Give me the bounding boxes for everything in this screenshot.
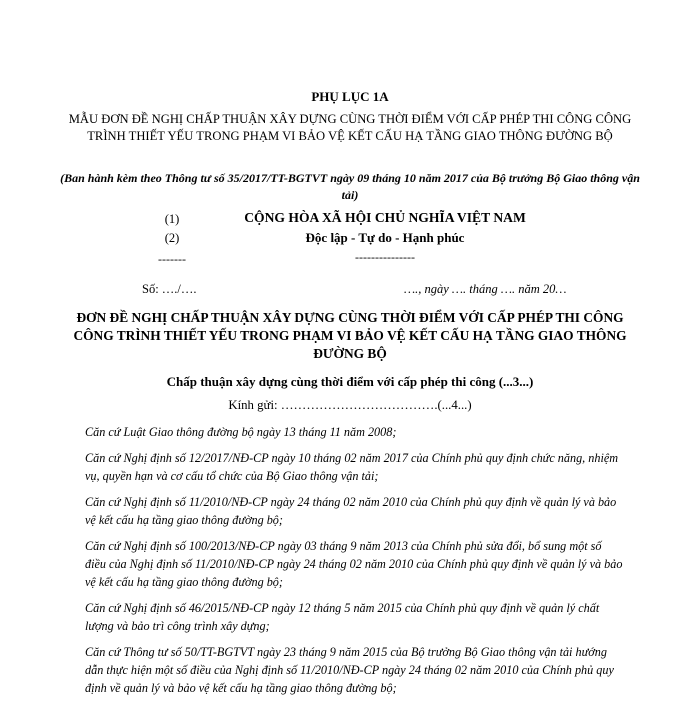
appendix-heading: PHỤ LỤC 1A <box>311 89 389 104</box>
place-date: …., ngày …. tháng …. năm 20… <box>404 282 567 296</box>
issuance-note: (Ban hành kèm theo Thông tư số 35/2017/TT-BGTVT ngày 09 tháng 10 năm 2017 của Bộ trưởng Bộ Giao thông vận tải) <box>60 171 640 202</box>
legal-basis-item: Căn cứ Thông tư số 50/TT-BGTVT ngày 23 tháng 9 năm 2015 của Bộ trưởng Bộ Giao thông vận tải hướng dẫn thực hiện một số điều của Nghị định số 11/2010/NĐ-CP ngày 24 tháng 02 năm 2010 của Chính phủ quy định về quản lý và bảo vệ kết cấu hạ tầng giao thông đường bộ; <box>85 645 614 695</box>
national-motto: Độc lập - Tự do - Hạnh phúc <box>305 230 465 245</box>
recipient-line: Kính gửi: ……………………………….(...4...) <box>228 398 472 412</box>
document-number: Số: …./…. <box>142 282 197 296</box>
national-title: CỘNG HÒA XÃ HỘI CHỦ NGHĨA VIỆT NAM <box>244 210 526 225</box>
right-divider: --------------- <box>355 250 415 264</box>
left-divider: ------- <box>158 252 186 266</box>
legal-basis-item: Căn cứ Luật Giao thông đường bộ ngày 13 tháng 11 năm 2008; <box>85 425 397 439</box>
document-subject: Chấp thuận xây dựng cùng thời điểm với cấp phép thi công (...3...) <box>166 374 534 389</box>
agency-ref-2: (2) <box>164 231 180 245</box>
document-title: ĐƠN ĐỀ NGHỊ CHẤP THUẬN XÂY DỰNG CÙNG THỜI ĐIỂM VỚI CẤP PHÉP THI CÔNG CÔNG TRÌNH THIẾT YẾU TRONG PHẠM VI BẢO VỆ KẾT CẤU HẠ TẦNG GIAO THÔNG ĐƯỜNG BỘ <box>73 310 627 361</box>
agency-ref-1: (1) <box>164 212 180 226</box>
legal-basis-item: Căn cứ Nghị định số 12/2017/NĐ-CP ngày 10 tháng 02 năm 2017 của Chính phủ quy định chức năng, nhiệm vụ, quyền hạn và cơ cấu tổ chức của Bộ Giao thông vận tải; <box>85 451 619 483</box>
legal-basis-item: Căn cứ Nghị định số 11/2010/NĐ-CP ngày 24 tháng 02 năm 2010 của Chính phủ quy định về quản lý và bảo vệ kết cấu hạ tầng giao thông đường bộ; <box>85 495 617 527</box>
legal-basis-item: Căn cứ Nghị định số 100/2013/NĐ-CP ngày 03 tháng 9 năm 2013 của Chính phủ sửa đổi, bổ sung một số điều của Nghị định số 11/2010/NĐ-CP ngày 24 tháng 02 năm 2010 của Chính phủ quy định về quản lý và bảo vệ kết cấu hạ tầng giao thông đường bộ; <box>85 539 623 589</box>
template-title: MẪU ĐƠN ĐỀ NGHỊ CHẤP THUẬN XÂY DỰNG CÙNG THỜI ĐIỂM VỚI CẤP PHÉP THI CÔNG CÔNG TRÌNH THIẾT YẾU TRONG PHẠM VI BẢO VỆ KẾT CẤU HẠ TẦNG GIAO THÔNG ĐƯỜNG BỘ <box>68 112 632 143</box>
legal-basis-list <box>85 423 625 705</box>
legal-basis-item: Căn cứ Nghị định số 46/2015/NĐ-CP ngày 12 tháng 5 năm 2015 của Chính phủ quy định về quản lý chất lượng và bảo trì công trình xây dựng; <box>85 601 600 633</box>
